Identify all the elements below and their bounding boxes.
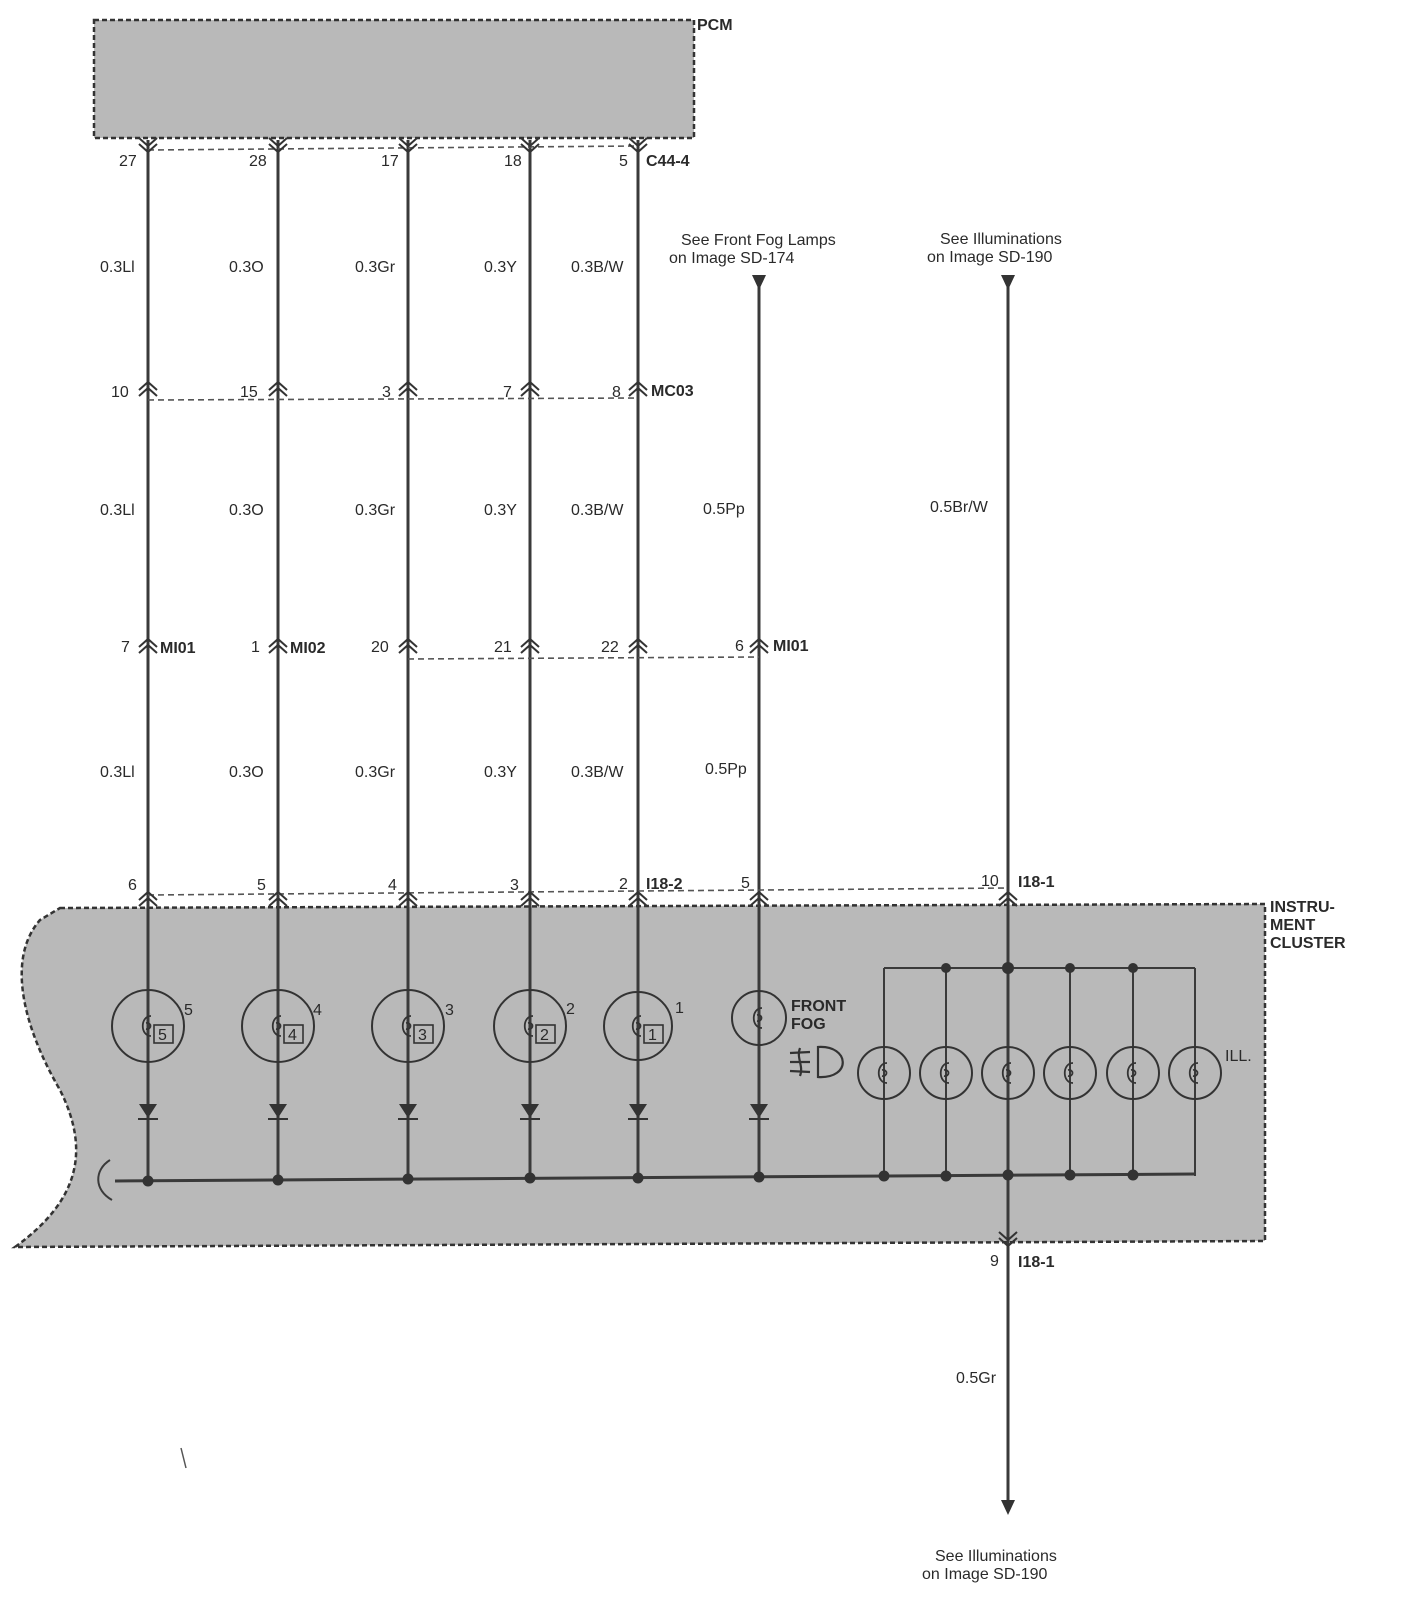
- c44-dash: [148, 146, 638, 150]
- wire-color-5a: 0.3B/W: [571, 259, 624, 276]
- mi-pin-7: 7: [121, 639, 130, 656]
- fog-ref-arrow: [752, 275, 766, 290]
- bus-junction-3: [403, 1174, 414, 1185]
- wire-color-4a: 0.3Y: [484, 259, 517, 276]
- mi-pin-6: 6: [735, 638, 744, 655]
- i18-2-label: I18-2: [646, 876, 683, 893]
- bus-junction-9: [1003, 1170, 1014, 1181]
- mc03-pin-3: 3: [382, 384, 391, 401]
- i18-2-pin-4: 4: [388, 877, 397, 894]
- fog-ref-line2: on Image SD-174: [669, 250, 795, 267]
- bus-junction-1: [143, 1176, 154, 1187]
- mi01-label-right: MI01: [773, 638, 809, 655]
- wire-color-fog-b: 0.5Pp: [703, 501, 745, 518]
- i18-1-pin-10: 10: [981, 873, 999, 890]
- bus-junction-6: [754, 1172, 765, 1183]
- i18-1-label-bottom: I18-1: [1018, 1254, 1055, 1271]
- bus-junction-5: [633, 1173, 644, 1184]
- instrument-cluster-box: [15, 904, 1265, 1247]
- gear-box-num-2: 2: [540, 1027, 549, 1044]
- wire-color-3b: 0.3Gr: [355, 502, 396, 519]
- mi-pin-20: 20: [371, 639, 389, 656]
- gear-num-2: 2: [566, 1001, 575, 1018]
- mc03-label: MC03: [651, 383, 694, 400]
- mc03-dash: [148, 398, 638, 400]
- c44-pin-27: 27: [119, 153, 137, 170]
- cluster-label-2: MENT: [1270, 917, 1316, 934]
- cluster-label-3: CLUSTER: [1270, 935, 1346, 952]
- wire-color-1b: 0.3Ll: [100, 502, 135, 519]
- wire-color-4b: 0.3Y: [484, 502, 517, 519]
- i18-1-pin-9: 9: [990, 1253, 999, 1270]
- c44-pin-18: 18: [504, 153, 522, 170]
- bus-junction-11: [1128, 1170, 1139, 1181]
- wire-color-ground: 0.5Gr: [956, 1370, 997, 1387]
- ill-top-ref-line1: See Illuminations: [940, 231, 1062, 248]
- c44-label: C44-4: [646, 153, 690, 170]
- wire-color-4c: 0.3Y: [484, 764, 517, 781]
- gear-box-num-1: 1: [648, 1027, 657, 1044]
- i18-2-pin-3: 3: [510, 877, 519, 894]
- bus-junction-2: [273, 1175, 284, 1186]
- bus-junction-8: [941, 1171, 952, 1182]
- i18-2-pin-5-fog: 5: [741, 875, 750, 892]
- bus-junction-7: [879, 1171, 890, 1182]
- gear-box-num-5: 5: [158, 1027, 167, 1044]
- mi-pin-1: 1: [251, 639, 260, 656]
- pcm-box: [94, 20, 694, 138]
- wire-color-2c: 0.3O: [229, 764, 264, 781]
- wire-color-5b: 0.3B/W: [571, 502, 624, 519]
- front-fog-label-2: FOG: [791, 1016, 826, 1033]
- c44-pin-28: 28: [249, 153, 267, 170]
- stray-mark: [181, 1448, 186, 1468]
- gear-num-1: 1: [675, 1000, 684, 1017]
- i18-2-pin-2: 2: [619, 876, 628, 893]
- wire-color-5c: 0.3B/W: [571, 764, 624, 781]
- ill-label: ILL.: [1225, 1048, 1252, 1065]
- wire-color-ill: 0.5Br/W: [930, 499, 988, 516]
- mi-pin-21: 21: [494, 639, 512, 656]
- mc03-pin-7: 7: [503, 384, 512, 401]
- wire-color-3c: 0.3Gr: [355, 764, 396, 781]
- i18-1-label-top: I18-1: [1018, 874, 1055, 891]
- mi-pin-22: 22: [601, 639, 619, 656]
- i18-2-pin-6: 6: [128, 877, 137, 894]
- bus-junction-4: [525, 1173, 536, 1184]
- ill-top-ref-line2: on Image SD-190: [927, 249, 1053, 266]
- bus-junction-10: [1065, 1170, 1076, 1181]
- i18-2-pin-5: 5: [257, 877, 266, 894]
- front-fog-label-1: FRONT: [791, 998, 847, 1015]
- mi02-label: MI02: [290, 640, 326, 657]
- c44-pin-17: 17: [381, 153, 399, 170]
- wire-color-3a: 0.3Gr: [355, 259, 396, 276]
- pcm-label: PCM: [697, 17, 733, 34]
- mc03-pin-15: 15: [240, 384, 258, 401]
- gear-box-num-4: 4: [288, 1027, 297, 1044]
- mi01-label-left: MI01: [160, 640, 196, 657]
- ill-bottom-ref-arrow: [1001, 1500, 1015, 1515]
- mc03-pin-10: 10: [111, 384, 129, 401]
- mc03-pin-8: 8: [612, 384, 621, 401]
- ill-top-ref-arrow: [1001, 275, 1015, 290]
- mi-dash: [408, 657, 759, 659]
- ill-bottom-ref-line2: on Image SD-190: [922, 1566, 1048, 1583]
- gear-num-5: 5: [184, 1002, 193, 1019]
- c44-pin-5: 5: [619, 153, 628, 170]
- fog-ref-line1: See Front Fog Lamps: [681, 232, 836, 249]
- wire-color-1c: 0.3Ll: [100, 764, 135, 781]
- wire-color-1a: 0.3Ll: [100, 259, 135, 276]
- gear-box-num-3: 3: [418, 1027, 427, 1044]
- wire-color-2a: 0.3O: [229, 259, 264, 276]
- wire-color-2b: 0.3O: [229, 502, 264, 519]
- cluster-label-1: INSTRU-: [1270, 899, 1335, 916]
- gear-num-4: 4: [313, 1002, 322, 1019]
- ill-bottom-ref-line1: See Illuminations: [935, 1548, 1057, 1565]
- gear-num-3: 3: [445, 1002, 454, 1019]
- wire-color-fog-c: 0.5Pp: [705, 761, 747, 778]
